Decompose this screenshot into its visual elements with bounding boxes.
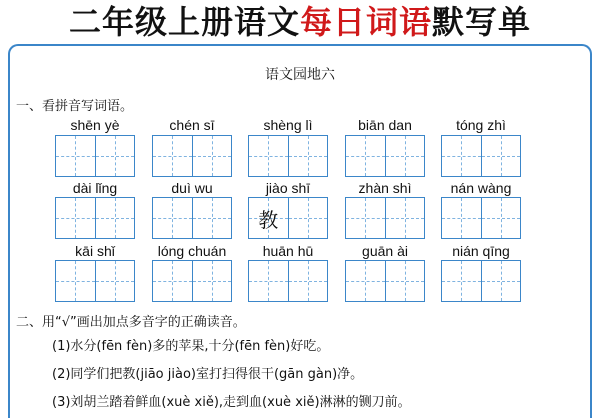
pinyin-label: nián qīng <box>452 243 510 259</box>
character-box[interactable] <box>192 136 232 176</box>
character-box[interactable] <box>442 198 481 238</box>
character-box[interactable] <box>56 136 95 176</box>
question-1: (1)水分(fēn fèn)多的苹果,十分(fēn fèn)好吃。 <box>52 339 330 354</box>
writing-grid[interactable] <box>55 260 135 302</box>
question-3: (3)刘胡兰踏着鲜血(xuè xiě),走到血(xuè xiě)淋淋的铡刀前。 <box>52 395 411 410</box>
title-part3: 默写单 <box>432 3 532 41</box>
character-box[interactable] <box>385 136 425 176</box>
writing-grid[interactable] <box>152 260 232 302</box>
character-box[interactable] <box>481 261 521 301</box>
section2-heading: 二、用“√”画出加点多音字的正确读音。 <box>16 315 246 330</box>
writing-grid[interactable] <box>152 135 232 177</box>
writing-grid[interactable] <box>152 197 232 239</box>
character-box[interactable] <box>56 261 95 301</box>
character-box[interactable] <box>95 136 135 176</box>
character-box[interactable] <box>249 136 288 176</box>
character-box[interactable] <box>153 261 192 301</box>
writing-grid[interactable] <box>441 135 521 177</box>
writing-grid[interactable] <box>55 135 135 177</box>
character-box[interactable] <box>385 261 425 301</box>
character-box[interactable] <box>481 198 521 238</box>
pinyin-label: zhàn shì <box>358 180 412 196</box>
character-box[interactable] <box>249 261 288 301</box>
writing-grid[interactable] <box>55 197 135 239</box>
writing-grid[interactable] <box>248 197 328 239</box>
character-box[interactable] <box>153 198 192 238</box>
pinyin-label: jiào shī <box>265 180 311 196</box>
pinyin-label: shèng lì <box>263 117 313 133</box>
title-part1: 二年级上册语文 <box>68 3 300 41</box>
question-2: (2)同学们把教(jiāo jiào)室打扫得很干(gān gàn)净。 <box>52 367 364 382</box>
pinyin-label: lóng chuán <box>157 243 227 259</box>
pinyin-label: nán wàng <box>450 180 512 196</box>
writing-grid[interactable] <box>248 135 328 177</box>
pinyin-label: duì wu <box>171 180 213 196</box>
pinyin-label: tóng zhì <box>456 117 506 133</box>
character-box[interactable] <box>192 261 232 301</box>
character-text: 教 <box>258 207 279 232</box>
pinyin-label: guān ài <box>362 243 408 259</box>
character-box[interactable] <box>95 261 135 301</box>
character-box[interactable] <box>442 261 481 301</box>
character-box[interactable] <box>288 261 328 301</box>
pinyin-label: shēn yè <box>70 117 120 133</box>
writing-grid[interactable] <box>345 135 425 177</box>
page-title <box>0 2 600 42</box>
character-box[interactable] <box>288 136 328 176</box>
character-box[interactable] <box>346 198 385 238</box>
character-box[interactable] <box>481 136 521 176</box>
character-box[interactable] <box>249 198 288 238</box>
writing-grid[interactable] <box>441 260 521 302</box>
writing-grid[interactable] <box>441 197 521 239</box>
character-box[interactable] <box>288 198 328 238</box>
character-box[interactable] <box>346 136 385 176</box>
character-box[interactable] <box>56 198 95 238</box>
character-box[interactable] <box>153 136 192 176</box>
writing-grid[interactable] <box>345 260 425 302</box>
title-highlight: 每日词语 <box>299 3 432 41</box>
pinyin-label: kāi shǐ <box>75 243 115 259</box>
pinyin-label: dài lǐng <box>72 180 118 196</box>
character-box[interactable] <box>95 198 135 238</box>
pinyin-label: biān dan <box>358 117 412 133</box>
section1-heading: 一、看拼音写词语。 <box>16 99 134 114</box>
character-box[interactable] <box>442 136 481 176</box>
character-box[interactable] <box>192 198 232 238</box>
pinyin-label: huān hū <box>262 243 314 259</box>
pinyin-label: chén sī <box>169 117 215 133</box>
worksheet-subtitle: 语文园地六 <box>265 67 335 83</box>
writing-grid[interactable] <box>345 197 425 239</box>
writing-grid[interactable] <box>248 260 328 302</box>
character-box[interactable] <box>346 261 385 301</box>
character-box[interactable] <box>385 198 425 238</box>
